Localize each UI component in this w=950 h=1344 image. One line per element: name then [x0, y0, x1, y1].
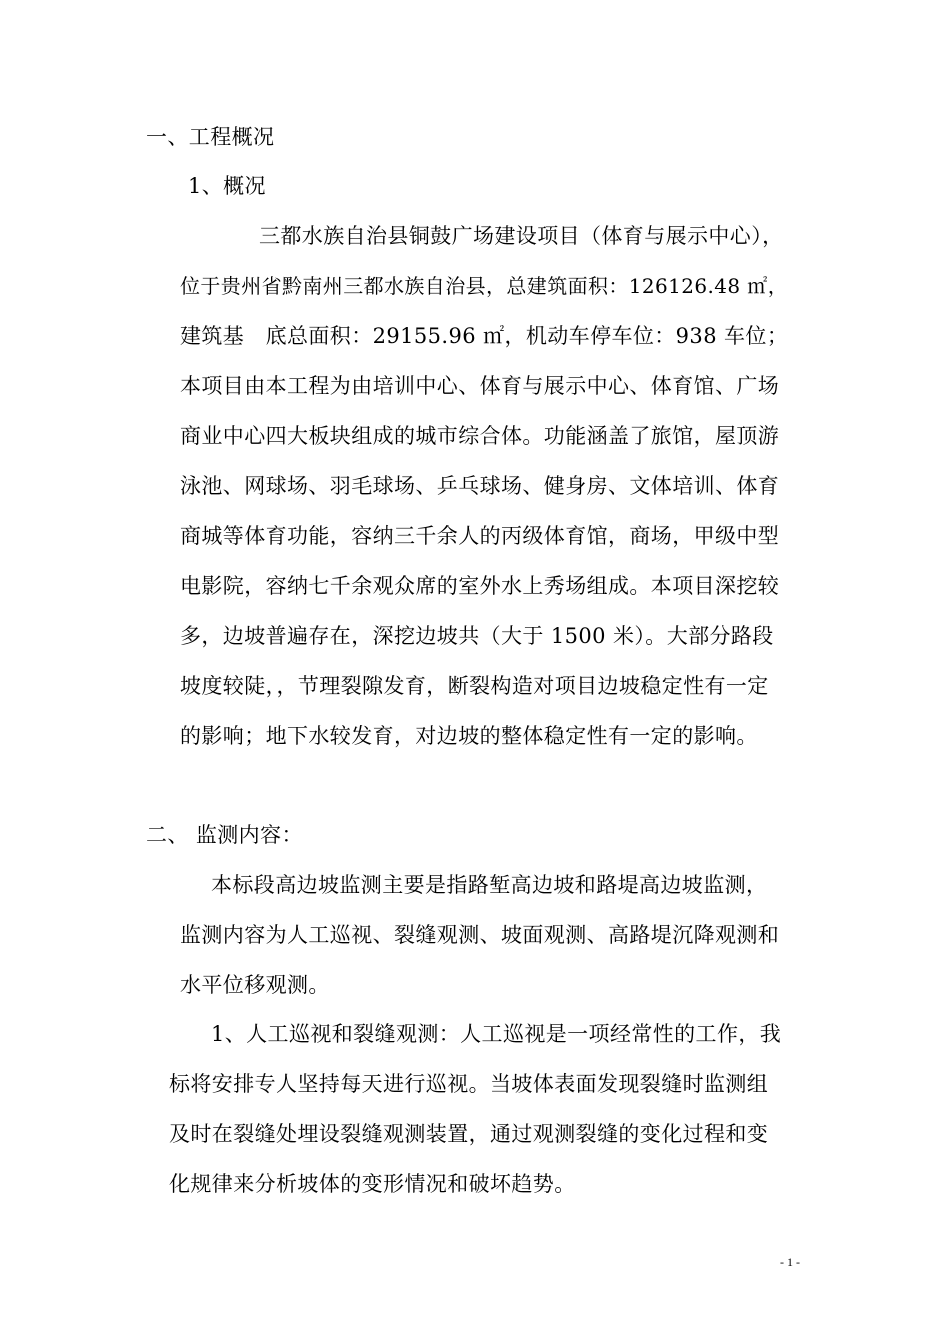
section1-sub1-heading: 1、概况	[188, 174, 266, 198]
paragraph-line: 监测内容为人工巡视、裂缝观测、坡面观测、高路堤沉降观测和	[180, 923, 780, 947]
paragraph-line: 多，边坡普遍存在，深挖边坡共（大于 1500 米）。大部分路段	[180, 624, 774, 648]
paragraph-line: 的影响；地下水较发育，对边坡的整体稳定性有一定的影响。	[180, 724, 758, 748]
paragraph-line: 坡度较陡，，节理裂隙发育，断裂构造对项目边坡稳定性有一定	[180, 674, 769, 698]
paragraph-line: 1、人工巡视和裂缝观测：人工巡视是一项经常性的工作，我	[211, 1022, 782, 1046]
paragraph-line: 建筑基 底总面积：29155.96 ㎡，机动车停车位：938 车位；	[180, 324, 789, 348]
paragraph-line: 本项目由本工程为由培训中心、体育与展示中心、体育馆、广场	[180, 374, 780, 398]
paragraph-line: 位于贵州省黔南州三都水族自治县，总建筑面积：126126.48 ㎡，	[180, 274, 789, 298]
paragraph-line: 水平位移观测。	[180, 973, 330, 997]
paragraph-line: 电影院，容纳七千余观众席的室外水上秀场组成。本项目深挖较	[180, 574, 780, 598]
section1-heading: 一、工程概况	[146, 125, 275, 149]
paragraph-line: 三都水族自治县铜鼓广场建设项目（体育与展示中心），	[259, 224, 784, 248]
paragraph-line: 本标段高边坡监测主要是指路堑高边坡和路堤高边坡监测，	[211, 873, 768, 897]
paragraph-line: 标将安排专人坚持每天进行巡视。当坡体表面发现裂缝时监测组	[169, 1072, 769, 1096]
paragraph-line: 及时在裂缝处埋设裂缝观测装置，通过观测裂缝的变化过程和变	[169, 1122, 769, 1146]
page-number: - 1 -	[780, 1255, 800, 1269]
paragraph-line: 商城等体育功能，容纳三千余人的丙级体育馆，商场，甲级中型	[180, 524, 780, 548]
paragraph-line: 商业中心四大板块组成的城市综合体。功能涵盖了旅馆，屋顶游	[180, 424, 780, 448]
section2-heading: 二、 监测内容：	[146, 823, 303, 847]
paragraph-line: 化规律来分析坡体的变形情况和破坏趋势。	[169, 1172, 576, 1196]
paragraph-line: 泳池、网球场、羽毛球场、乒乓球场、健身房、文体培训、体育	[180, 474, 780, 498]
